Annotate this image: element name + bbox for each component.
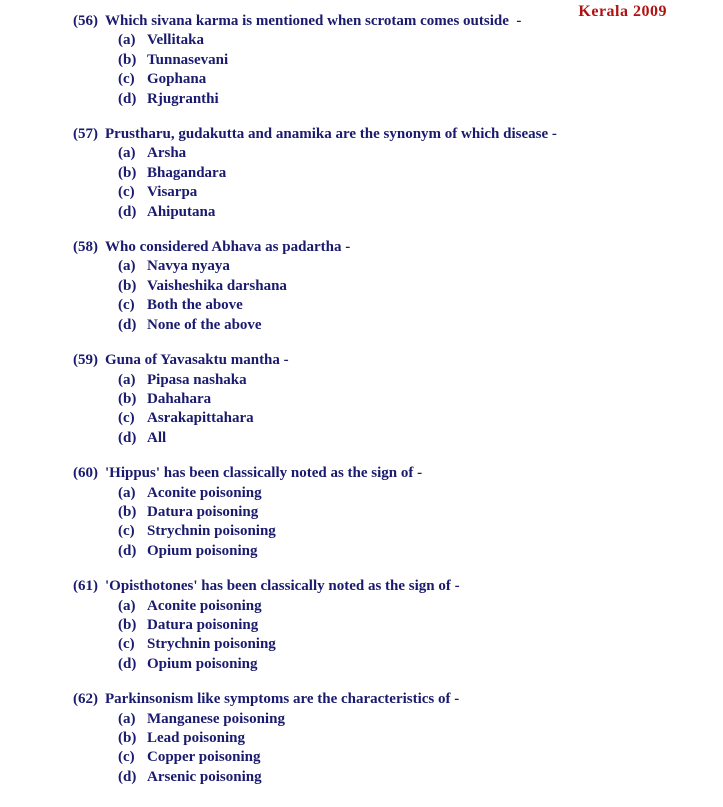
option-text: None of the above xyxy=(147,316,262,333)
option-label: (c) xyxy=(118,71,135,88)
option-row xyxy=(118,51,703,70)
option-text: Manganese poisoning xyxy=(147,710,285,727)
option-row xyxy=(118,542,703,561)
option-row xyxy=(118,277,703,296)
option-text: Datura poisoning xyxy=(147,616,259,633)
question-block xyxy=(73,577,703,674)
question-line xyxy=(73,238,703,257)
option-label: (a) xyxy=(118,32,136,49)
option-text: Aconite poisoning xyxy=(147,484,262,501)
option-row xyxy=(118,316,703,335)
option-row xyxy=(118,90,703,109)
option-label: (c) xyxy=(118,523,135,540)
option-label: (a) xyxy=(118,484,136,501)
option-label: (c) xyxy=(118,636,135,653)
option-row xyxy=(118,296,703,315)
question-block xyxy=(73,690,703,787)
question-line xyxy=(73,351,703,370)
question-text: Parkinsonism like symptoms are the characteristics of - xyxy=(105,691,460,708)
question-number: (58) xyxy=(73,239,98,256)
option-label: (a) xyxy=(118,371,136,388)
option-text: Pipasa nashaka xyxy=(147,371,247,388)
question-text: Guna of Yavasaktu mantha - xyxy=(105,352,289,369)
question-number: (57) xyxy=(73,126,98,143)
option-text: Datura poisoning xyxy=(147,503,259,520)
question-text: Prustharu, gudakutta and anamika are the synonym of which disease - xyxy=(105,126,557,143)
option-text: Opium poisoning xyxy=(147,655,258,672)
option-text: Arsha xyxy=(147,145,187,162)
option-row xyxy=(118,409,703,428)
option-text: Bhagandara xyxy=(147,164,227,181)
question-text: 'Opisthotones' has been classically noted as the sign of - xyxy=(105,578,460,595)
option-text: Tunnasevani xyxy=(147,51,229,68)
exam-title: Kerala 2009 xyxy=(578,3,667,20)
question-line xyxy=(73,464,703,483)
option-text: Rjugranthi xyxy=(147,90,219,107)
option-row xyxy=(118,729,703,748)
option-text: Dahahara xyxy=(147,390,212,407)
question-block xyxy=(73,12,703,109)
option-text: Strychnin poisoning xyxy=(147,636,276,653)
option-label: (d) xyxy=(118,768,137,785)
question-text: 'Hippus' has been classically noted as the sign of - xyxy=(105,465,423,482)
question-number: (61) xyxy=(73,578,98,595)
question-number: (60) xyxy=(73,465,98,482)
option-text: All xyxy=(147,429,167,446)
option-row xyxy=(118,429,703,448)
option-label: (b) xyxy=(118,616,137,633)
option-label: (d) xyxy=(118,655,137,672)
option-row xyxy=(118,522,703,541)
option-row xyxy=(118,710,703,729)
option-text: Ahiputana xyxy=(147,203,216,220)
option-label: (d) xyxy=(118,429,137,446)
option-text: Both the above xyxy=(147,297,243,314)
option-label: (a) xyxy=(118,710,136,727)
option-row xyxy=(118,597,703,616)
option-row xyxy=(118,655,703,674)
option-text: Lead poisoning xyxy=(147,730,245,746)
option-label: (b) xyxy=(118,164,137,181)
option-row xyxy=(118,484,703,503)
option-label: (c) xyxy=(118,297,135,314)
option-row xyxy=(118,390,703,409)
option-row xyxy=(118,203,703,222)
question-block xyxy=(73,125,703,222)
question-text: Which sivana karma is mentioned when scrotam comes outside - xyxy=(105,13,522,29)
option-row xyxy=(118,748,703,767)
option-text: Arsenic poisoning xyxy=(147,768,262,785)
option-row xyxy=(118,164,703,183)
question-block xyxy=(73,351,703,448)
option-row xyxy=(118,371,703,390)
question-line xyxy=(73,690,703,709)
question-block xyxy=(73,238,703,335)
question-text: Who considered Abhava as padartha - xyxy=(105,239,351,256)
option-label: (c) xyxy=(118,184,135,201)
option-label: (b) xyxy=(118,730,137,746)
option-text: Aconite poisoning xyxy=(147,597,262,614)
option-text: Opium poisoning xyxy=(147,542,258,559)
option-label: (a) xyxy=(118,597,136,614)
option-row xyxy=(118,635,703,654)
option-label: (b) xyxy=(118,51,137,68)
option-row xyxy=(118,144,703,163)
question-number: (56) xyxy=(73,13,98,29)
option-label: (a) xyxy=(118,258,136,275)
option-label: (a) xyxy=(118,145,136,162)
option-label: (b) xyxy=(118,503,137,520)
option-label: (d) xyxy=(118,90,137,107)
option-text: Gophana xyxy=(147,71,207,88)
option-row xyxy=(118,503,703,522)
question-block xyxy=(73,464,703,561)
option-row xyxy=(118,616,703,635)
option-label: (b) xyxy=(118,277,137,294)
option-row xyxy=(118,183,703,202)
option-text: Vellitaka xyxy=(147,32,204,49)
option-row xyxy=(118,31,703,50)
question-line xyxy=(73,125,703,144)
question-line xyxy=(73,577,703,596)
option-text: Strychnin poisoning xyxy=(147,523,276,540)
option-label: (d) xyxy=(118,542,137,559)
option-label: (c) xyxy=(118,410,135,427)
option-text: Navya nyaya xyxy=(147,258,230,275)
option-text: Visarpa xyxy=(147,184,198,201)
question-number: (59) xyxy=(73,352,98,369)
option-text: Copper poisoning xyxy=(147,749,261,766)
option-text: Vaisheshika darshana xyxy=(147,277,287,294)
option-label: (c) xyxy=(118,749,135,766)
option-row xyxy=(118,70,703,89)
option-text: Asrakapittahara xyxy=(147,410,254,427)
option-label: (b) xyxy=(118,390,137,407)
option-row xyxy=(118,257,703,276)
option-label: (d) xyxy=(118,316,137,333)
option-row xyxy=(118,768,703,787)
option-label: (d) xyxy=(118,203,137,220)
question-number: (62) xyxy=(73,691,98,708)
